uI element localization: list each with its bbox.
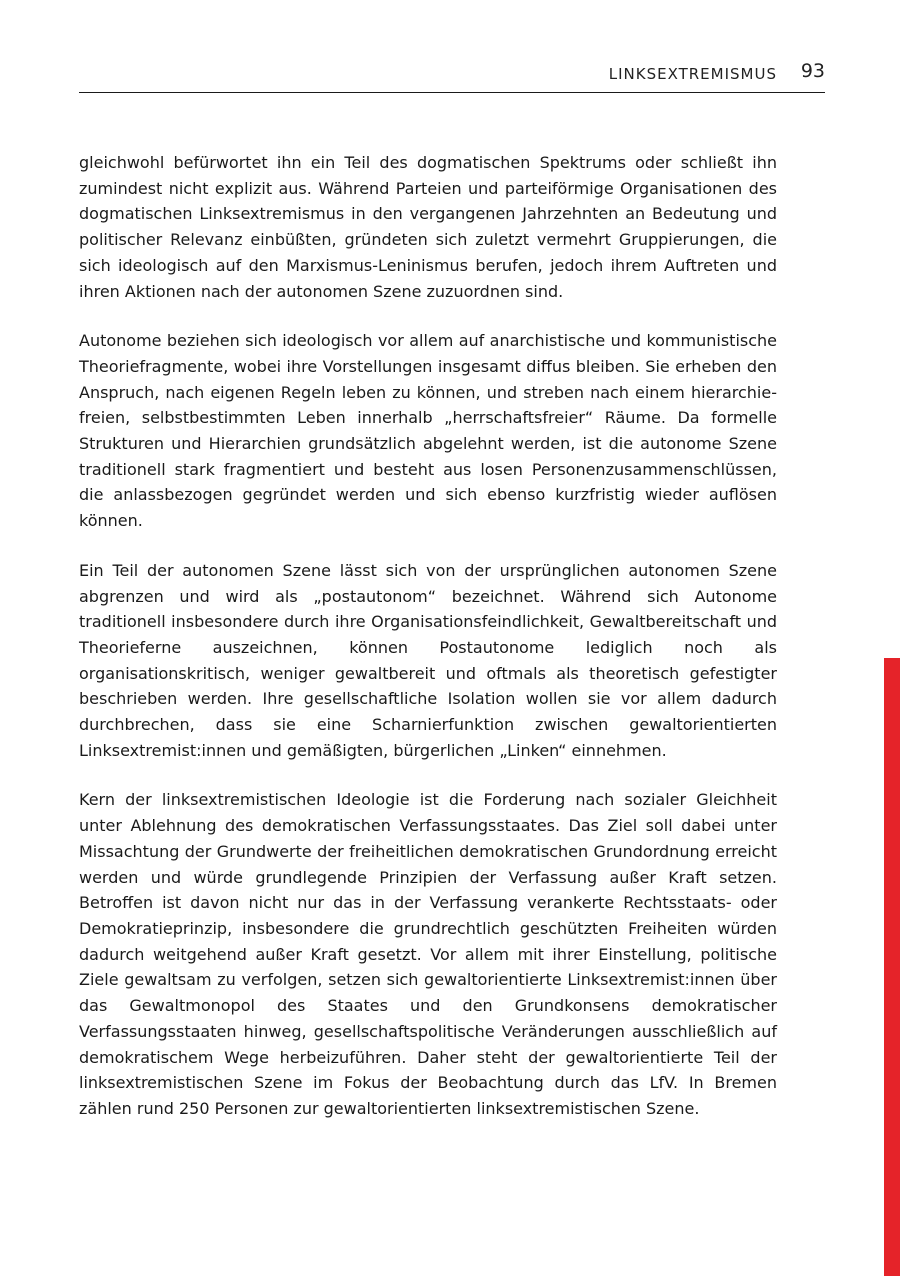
paragraph: gleichwohl befürwortet ihn ein Teil des dogmatischen Spektrums oder schließt ihn zumindest nicht explizit aus. Während Parteien und parteiförmige Organisationen des dogmatischen Linksextremismus in den vergangenen Jahrzehnten an Bedeutung und politischer Relevanz einbüßten, gründeten sich zuletzt vermehrt Gruppierungen, die sich ideologisch auf den Marxismus-Leninismus berufen, jedoch ihrem Auftreten und ihren Aktionen nach der autonomen Szene zuzuordnen sind. <box>79 153 777 301</box>
body-text <box>79 150 777 1146</box>
paragraph: Autonome beziehen sich ideologisch vor allem auf anarchistische und kommunistische Theoriefragmente, wobei ihre Vorstellungen insgesamt diffus bleiben. Sie erheben den Anspruch, nach eigenen Regeln leben zu können, und streben nach einem hierarchiefreien, selbstbestimmten Leben innerhalb „herrschaftsfreier“ Räume. Da formelle Strukturen und Hierarchien grundsätzlich abgelehnt werden, ist die autonome Szene traditionell stark fragmentiert und besteht aus losen Personenzusammenschlüssen, die anlassbezogen gegründet werden und sich ebenso kurzfristig wieder auflösen können. <box>79 331 777 531</box>
running-header <box>79 58 825 93</box>
chapter-marker-bar <box>884 658 900 1276</box>
paragraph: Ein Teil der autonomen Szene lässt sich von der ursprünglichen autonomen Szene abgrenzen und wird als „postautonom“ bezeichnet. Während sich Autonome traditionell insbesondere durch ihre Organisationsfeindlichkeit, Gewaltbereitschaft und Theorieferne auszeichnen, können Postautonome lediglich noch als organisationskritisch, weniger gewaltbereit und oftmals als theoretisch gefestigter beschrieben werden. Ihre gesellschaftliche Isolation wollen sie vor allem dadurch durchbrechen, dass sie eine Scharnierfunktion zwischen gewaltorientierten Linksextremist:innen und gemäßigten, bürgerlichen „Linken“ einnehmen. <box>79 560 777 760</box>
paragraph: Kern der linksextremistischen Ideologie ist die Forderung nach sozialer Gleichheit unter Ablehnung des demokratischen Verfassungsstaates. Das Ziel soll dabei unter Missachtung der Grundwerte der freiheitlichen demokratischen Grundordnung erreicht werden und würde grundlegende Prinzipien der Verfassung außer Kraft setzen. Betroffen ist davon nicht nur das in der Verfassung verankerte Rechtsstaats- oder Demokratieprinzip, insbesondere die grundrechtlich geschützten Freiheiten würden dadurch weitgehend außer Kraft gesetzt. Vor allem mit ihrer Einstellung, politische Ziele gewaltsam zu verfolgen, setzen sich gewaltorientierte Linksextremist:innen über das Gewaltmonopol des Staates und den Grundkonsens demokratischer Verfassungsstaaten hinweg, gesellschaftspolitische Veränderungen ausschließlich auf demokratischem Wege herbeizuführen. Daher steht der gewaltorientierte Teil der linksextremistischen Szene im Fokus der Beobachtung durch das LfV. In Bremen zählen rund 250 Personen zur gewaltorientierten linksextremistischen Szene. <box>79 790 777 1118</box>
section-title: LINKSEXTREMISMUS <box>608 65 777 83</box>
page-number: 93 <box>800 60 825 82</box>
